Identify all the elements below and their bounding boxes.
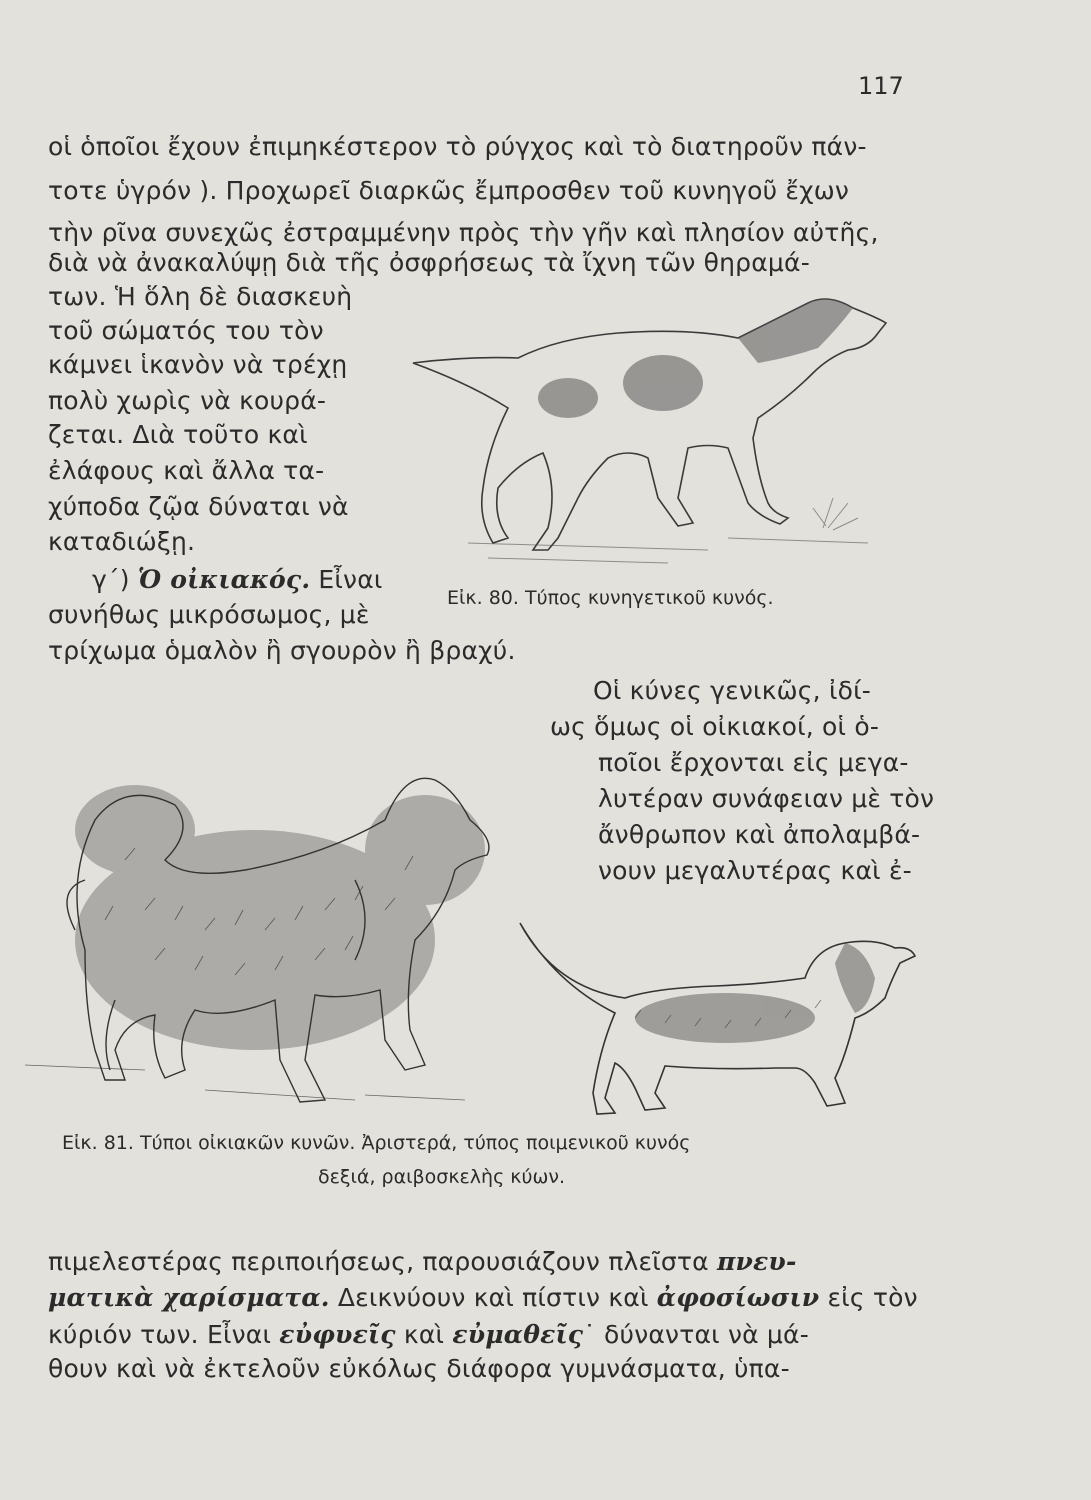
- text-span: Δεικνύουν καὶ πίστιν καὶ: [329, 1283, 657, 1312]
- text-line: τοῦ σώματός του τὸν: [48, 316, 324, 345]
- text-line: συνήθως μικρόσωμος, μὲ: [48, 600, 370, 629]
- emphasis: ἀφοσίωσιν: [656, 1283, 820, 1312]
- text-line: τὴν ρῖνα συνεχῶς ἐστραμμένην πρὸς τὴν γῆν καὶ πλησίον αὐτῆς,: [48, 218, 879, 247]
- gamma-prefix: γ΄): [92, 565, 138, 594]
- text-line: [48, 1283, 918, 1312]
- text-line: τρίχωμα ὁμαλὸν ἢ σγουρὸν ἢ βραχύ.: [48, 636, 516, 665]
- text-line: ως ὅμως οἱ οἰκιακοί, οἱ ὁ-: [550, 712, 880, 741]
- text-line: χύποδα ζῷα δύναται νὰ: [48, 492, 349, 521]
- text-line: των. Ἡ ὅλη δὲ διασκευὴ: [48, 282, 353, 311]
- text-span: εἰς τὸν: [819, 1283, 918, 1312]
- shepherd-dog-illustration: [25, 760, 515, 1130]
- text-span: πιμελεστέρας περιποιήσεως, παρουσιάζουν πλεῖστα: [48, 1247, 717, 1276]
- text-line: [48, 1247, 797, 1276]
- emphasis: εὐφυεῖς: [279, 1320, 396, 1349]
- emphasis: πνευ-: [716, 1247, 797, 1276]
- figure-80-caption: Εἰκ. 80. Τύπος κυνηγετικοῦ κυνός.: [447, 587, 774, 609]
- text-span: ˙ δύνανται νὰ μά-: [583, 1320, 809, 1349]
- text-line: θουν καὶ νὰ ἐκτελοῦν εὐκόλως διάφορα γυμνάσματα, ὑπα-: [48, 1354, 790, 1383]
- figure-81-caption-line-2: δεξιά, ραιβοσκελὴς κύων.: [318, 1166, 566, 1188]
- text-line: ποῖοι ἔρχονται εἰς μεγα-: [598, 748, 909, 777]
- text-line: Οἱ κύνες γενικῶς, ἰδί-: [593, 676, 871, 705]
- text-line: κάμνει ἱκανὸν νὰ τρέχῃ: [48, 350, 348, 379]
- text-span: καὶ: [395, 1320, 453, 1349]
- text-span: κύριόν των. Εἶναι: [48, 1320, 280, 1349]
- text-line: διὰ νὰ ἀνακαλύψῃ διὰ τῆς ὀσφρήσεως τὰ ἴχνη τῶν θηραμά-: [48, 248, 810, 277]
- gamma-term: Ὁ οἰκιακός.: [137, 565, 311, 594]
- page-number: 117: [858, 72, 904, 100]
- text-line: τοτε ὑγρόν ). Προχωρεῖ διαρκῶς ἔμπροσθεν τοῦ κυνηγοῦ ἔχων: [48, 176, 850, 205]
- text-line: πολὺ χωρὶς νὰ κουρά-: [48, 386, 327, 415]
- text-line: νουν μεγαλυτέρας καὶ ἐ-: [598, 856, 912, 885]
- text-line: ἄνθρωπον καὶ ἀπολαμβά-: [598, 820, 921, 849]
- text-line: [48, 1320, 809, 1349]
- figure-81-caption-line-1: Εἰκ. 81. Τύποι οἰκιακῶν κυνῶν. Ἀριστερά, τύπος ποιμενικοῦ κυνός: [62, 1132, 691, 1154]
- text-line: οἱ ὁποῖοι ἔχουν ἐπιμηκέστερον τὸ ρύγχος καὶ τὸ διατηροῦν πάν-: [48, 132, 867, 161]
- gamma-suffix: Εἶναι: [310, 565, 383, 594]
- text-line: καταδιώξῃ.: [48, 527, 196, 556]
- dachshund-illustration: [515, 918, 925, 1123]
- text-line: ζεται. Διὰ τοῦτο καὶ: [48, 420, 308, 449]
- emphasis: ματικὰ χαρίσματα.: [48, 1283, 330, 1312]
- text-line: λυτέραν συνάφειαν μὲ τὸν: [598, 784, 935, 813]
- section-heading-line: [92, 565, 383, 594]
- emphasis: εὐμαθεῖς: [452, 1320, 584, 1349]
- text-line: ἐλάφους καὶ ἄλλα τα-: [48, 456, 325, 485]
- hunting-dog-illustration: [408, 288, 898, 578]
